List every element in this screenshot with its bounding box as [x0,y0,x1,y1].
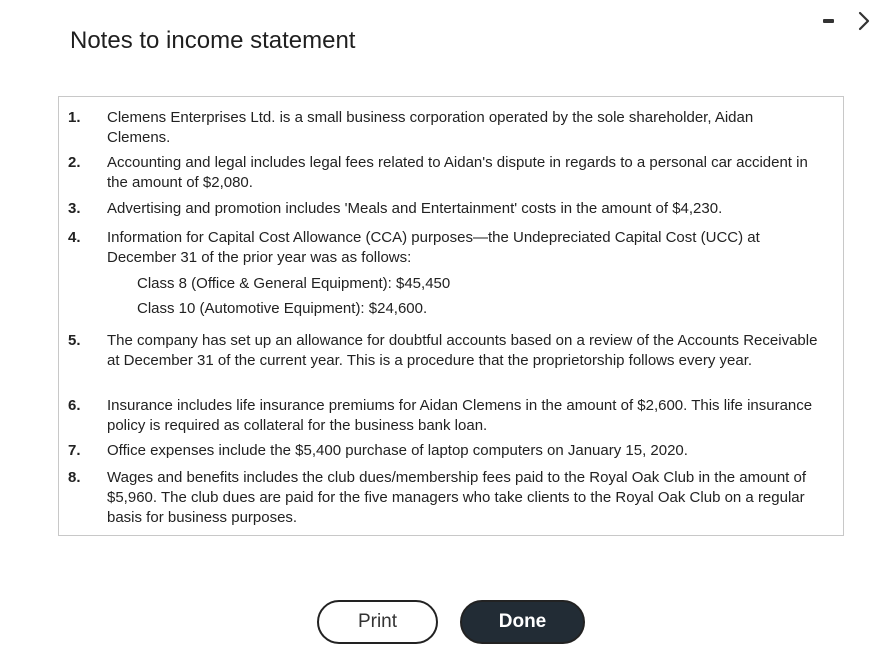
note-text: Information for Capital Cost Allowance (CCA) purposes—the Undepreciated Capital Cost (UCC) at December 31 of the prior year was as follows: [107,229,760,266]
note-text: Office expenses include the $5,400 purchase of laptop computers on January 15, 2020. [107,442,688,459]
ucc-class-line: Class 10 (Automotive Equipment): $24,600. [137,300,428,317]
note-number: 6. [68,397,81,414]
window-controls [814,10,872,32]
done-button[interactable]: Done [460,600,585,644]
note-text: Clemens Enterprises Ltd. is a small business corporation operated by the sole shareholder, Aidan Clemens. [107,109,754,146]
note-text: The company has set up an allowance for doubtful accounts based on a review of the Accounts Receivable at December 31 of the current year. This is a procedure that the proprietorship follows every year. [107,332,818,369]
note-text: Wages and benefits includes the club dues/membership fees paid to the Royal Oak Club in the amount of $5,960. The club dues are paid for the five managers who take clients to the Royal Oak Club on a regular basis for business purposes. [107,469,807,526]
notes-list [58,96,844,536]
note-text: Advertising and promotion includes 'Meals and Entertainment' costs in the amount of $4,230. [107,200,723,217]
note-number: 2. [68,154,81,171]
minimize-icon[interactable] [814,11,842,31]
print-button[interactable]: Print [317,600,438,644]
page-title: Notes to income statement [70,27,356,54]
note-number: 8. [68,469,81,486]
note-number: 4. [68,229,81,246]
ucc-class-line: Class 8 (Office & General Equipment): $45,450 [137,275,451,292]
note-text: Accounting and legal includes legal fees related to Aidan's dispute in regards to a personal car accident in the amount of $2,080. [107,154,808,191]
note-number: 3. [68,200,81,217]
note-number: 5. [68,332,81,349]
note-text: Insurance includes life insurance premiums for Aidan Clemens in the amount of $2,600. This life insurance policy is required as collateral for the business bank loan. [107,397,813,434]
note-number: 7. [68,442,81,459]
note-number: 1. [68,109,81,126]
chevron-right-icon[interactable] [856,10,872,32]
